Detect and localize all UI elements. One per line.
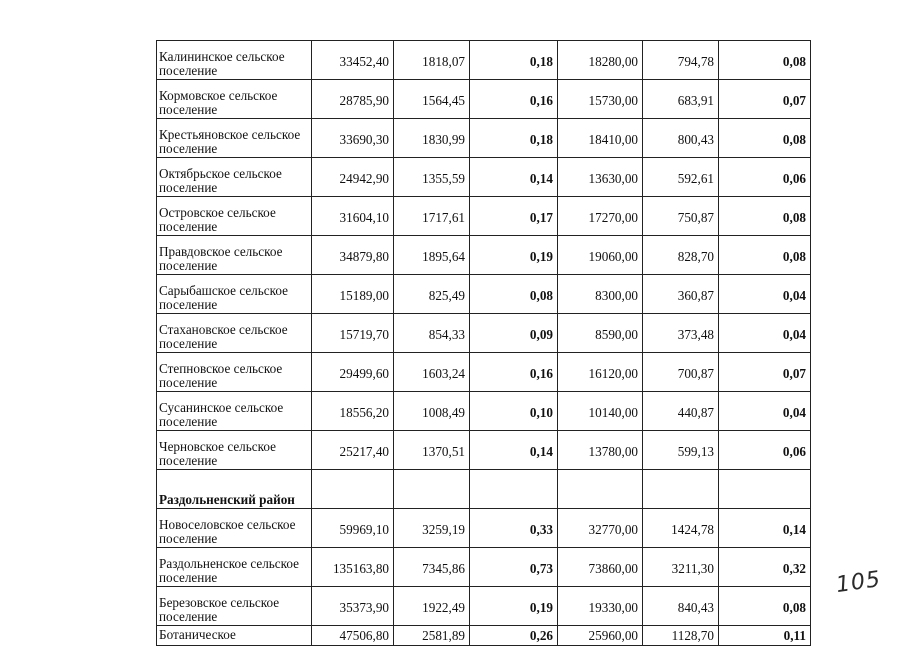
value-cell-c2: 1895,64: [394, 236, 470, 275]
table-row: [157, 197, 811, 236]
district-header-row: [157, 470, 811, 509]
value-cell-c3: 0,19: [470, 236, 558, 275]
value-cell-c6: 0,14: [719, 509, 811, 548]
value-cell-c5: 828,70: [643, 236, 719, 275]
settlement-name-cell: Сусанинское сельское поселение: [157, 392, 312, 431]
value-cell-c2: 2581,89: [394, 626, 470, 646]
settlement-name-cell: Кормовское сельское поселение: [157, 80, 312, 119]
table-row: [157, 314, 811, 353]
value-cell-c4: 19060,00: [558, 236, 643, 275]
value-cell-c4: 19330,00: [558, 587, 643, 626]
value-cell-c1: [312, 470, 394, 509]
value-cell-c1: 15189,00: [312, 275, 394, 314]
value-cell-c1: 35373,90: [312, 587, 394, 626]
value-cell-c5: 373,48: [643, 314, 719, 353]
value-cell-c3: 0,14: [470, 158, 558, 197]
value-cell-c2: 1355,59: [394, 158, 470, 197]
value-cell-c1: 24942,90: [312, 158, 394, 197]
value-cell-c3: 0,16: [470, 353, 558, 392]
value-cell-c2: 1008,49: [394, 392, 470, 431]
value-cell-c4: 17270,00: [558, 197, 643, 236]
value-cell-c2: 825,49: [394, 275, 470, 314]
value-cell-c1: 34879,80: [312, 236, 394, 275]
value-cell-c4: 18280,00: [558, 41, 643, 80]
settlement-name-cell: Сарыбашское сельское поселение: [157, 275, 312, 314]
table-row: [157, 80, 811, 119]
value-cell-c2: 1717,61: [394, 197, 470, 236]
value-cell-c6: 0,04: [719, 314, 811, 353]
value-cell-c4: 8300,00: [558, 275, 643, 314]
value-cell-c1: 33452,40: [312, 41, 394, 80]
handwritten-page-number: 105: [834, 566, 883, 599]
table-row: [157, 392, 811, 431]
value-cell-c3: 0,10: [470, 392, 558, 431]
table-row: [157, 509, 811, 548]
value-cell-c3: 0,18: [470, 41, 558, 80]
settlement-name-cell: Новоселовское сельское поселение: [157, 509, 312, 548]
value-cell-c6: 0,08: [719, 197, 811, 236]
settlement-name-cell: Островское сельское поселение: [157, 197, 312, 236]
value-cell-c6: 0,04: [719, 275, 811, 314]
table-row: [157, 41, 811, 80]
value-cell-c5: 440,87: [643, 392, 719, 431]
value-cell-c6: 0,08: [719, 587, 811, 626]
value-cell-c5: 750,87: [643, 197, 719, 236]
value-cell-c1: 15719,70: [312, 314, 394, 353]
value-cell-c5: 360,87: [643, 275, 719, 314]
value-cell-c4: [558, 470, 643, 509]
value-cell-c2: 1922,49: [394, 587, 470, 626]
value-cell-c3: [470, 470, 558, 509]
value-cell-c1: 18556,20: [312, 392, 394, 431]
value-cell-c3: 0,73: [470, 548, 558, 587]
value-cell-c1: 47506,80: [312, 626, 394, 646]
settlement-name-cell: Березовское сельское поселение: [157, 587, 312, 626]
value-cell-c5: 683,91: [643, 80, 719, 119]
value-cell-c3: 0,33: [470, 509, 558, 548]
value-cell-c1: 135163,80: [312, 548, 394, 587]
table-row: [157, 236, 811, 275]
settlement-name-cell: Раздольненское сельское поселение: [157, 548, 312, 587]
value-cell-c6: 0,08: [719, 41, 811, 80]
table-row: [157, 119, 811, 158]
table-row: [157, 431, 811, 470]
value-cell-c6: 0,07: [719, 353, 811, 392]
value-cell-c2: 1564,45: [394, 80, 470, 119]
settlement-name-cell: Черновское сельское поселение: [157, 431, 312, 470]
value-cell-c6: 0,11: [719, 626, 811, 646]
value-cell-c5: 1128,70: [643, 626, 719, 646]
value-cell-c1: 59969,10: [312, 509, 394, 548]
table-body: [157, 41, 811, 646]
value-cell-c5: 800,43: [643, 119, 719, 158]
settlements-table: [156, 40, 811, 646]
value-cell-c5: [643, 470, 719, 509]
value-cell-c6: 0,08: [719, 119, 811, 158]
value-cell-c1: 31604,10: [312, 197, 394, 236]
value-cell-c1: 29499,60: [312, 353, 394, 392]
value-cell-c4: 15730,00: [558, 80, 643, 119]
value-cell-c2: 3259,19: [394, 509, 470, 548]
value-cell-c4: 8590,00: [558, 314, 643, 353]
settlement-name-cell: Правдовское сельское поселение: [157, 236, 312, 275]
table-row: [157, 587, 811, 626]
value-cell-c4: 13630,00: [558, 158, 643, 197]
value-cell-c1: 28785,90: [312, 80, 394, 119]
value-cell-c1: 25217,40: [312, 431, 394, 470]
settlement-name-cell: Крестьяновское сельское поселение: [157, 119, 312, 158]
value-cell-c3: 0,19: [470, 587, 558, 626]
value-cell-c2: 1370,51: [394, 431, 470, 470]
value-cell-c6: 0,32: [719, 548, 811, 587]
value-cell-c5: 794,78: [643, 41, 719, 80]
settlement-name-cell: Раздольненский район: [157, 470, 312, 509]
value-cell-c6: 0,04: [719, 392, 811, 431]
value-cell-c4: 18410,00: [558, 119, 643, 158]
settlement-name-cell: Калининское сельское поселение: [157, 41, 312, 80]
value-cell-c5: 700,87: [643, 353, 719, 392]
table-row: [157, 275, 811, 314]
value-cell-c3: 0,17: [470, 197, 558, 236]
value-cell-c2: [394, 470, 470, 509]
value-cell-c5: 1424,78: [643, 509, 719, 548]
value-cell-c3: 0,09: [470, 314, 558, 353]
value-cell-c2: 1830,99: [394, 119, 470, 158]
value-cell-c2: 1603,24: [394, 353, 470, 392]
table-row: [157, 548, 811, 587]
value-cell-c5: 840,43: [643, 587, 719, 626]
settlement-name-cell: Ботаническое: [157, 626, 312, 646]
value-cell-c3: 0,26: [470, 626, 558, 646]
value-cell-c1: 33690,30: [312, 119, 394, 158]
value-cell-c5: 3211,30: [643, 548, 719, 587]
value-cell-c4: 73860,00: [558, 548, 643, 587]
value-cell-c6: 0,08: [719, 236, 811, 275]
value-cell-c5: 592,61: [643, 158, 719, 197]
value-cell-c3: 0,08: [470, 275, 558, 314]
table-row: [157, 353, 811, 392]
value-cell-c3: 0,14: [470, 431, 558, 470]
table-row: [157, 158, 811, 197]
settlement-name-cell: Стахановское сельское поселение: [157, 314, 312, 353]
value-cell-c6: 0,07: [719, 80, 811, 119]
value-cell-c4: 25960,00: [558, 626, 643, 646]
value-cell-c6: [719, 470, 811, 509]
value-cell-c4: 13780,00: [558, 431, 643, 470]
settlement-name-cell: Октябрьское сельское поселение: [157, 158, 312, 197]
table-row: [157, 626, 811, 646]
settlement-name-cell: Степновское сельское поселение: [157, 353, 312, 392]
value-cell-c3: 0,16: [470, 80, 558, 119]
value-cell-c6: 0,06: [719, 431, 811, 470]
value-cell-c4: 32770,00: [558, 509, 643, 548]
value-cell-c4: 16120,00: [558, 353, 643, 392]
value-cell-c3: 0,18: [470, 119, 558, 158]
value-cell-c4: 10140,00: [558, 392, 643, 431]
value-cell-c2: 1818,07: [394, 41, 470, 80]
value-cell-c6: 0,06: [719, 158, 811, 197]
value-cell-c5: 599,13: [643, 431, 719, 470]
value-cell-c2: 7345,86: [394, 548, 470, 587]
value-cell-c2: 854,33: [394, 314, 470, 353]
